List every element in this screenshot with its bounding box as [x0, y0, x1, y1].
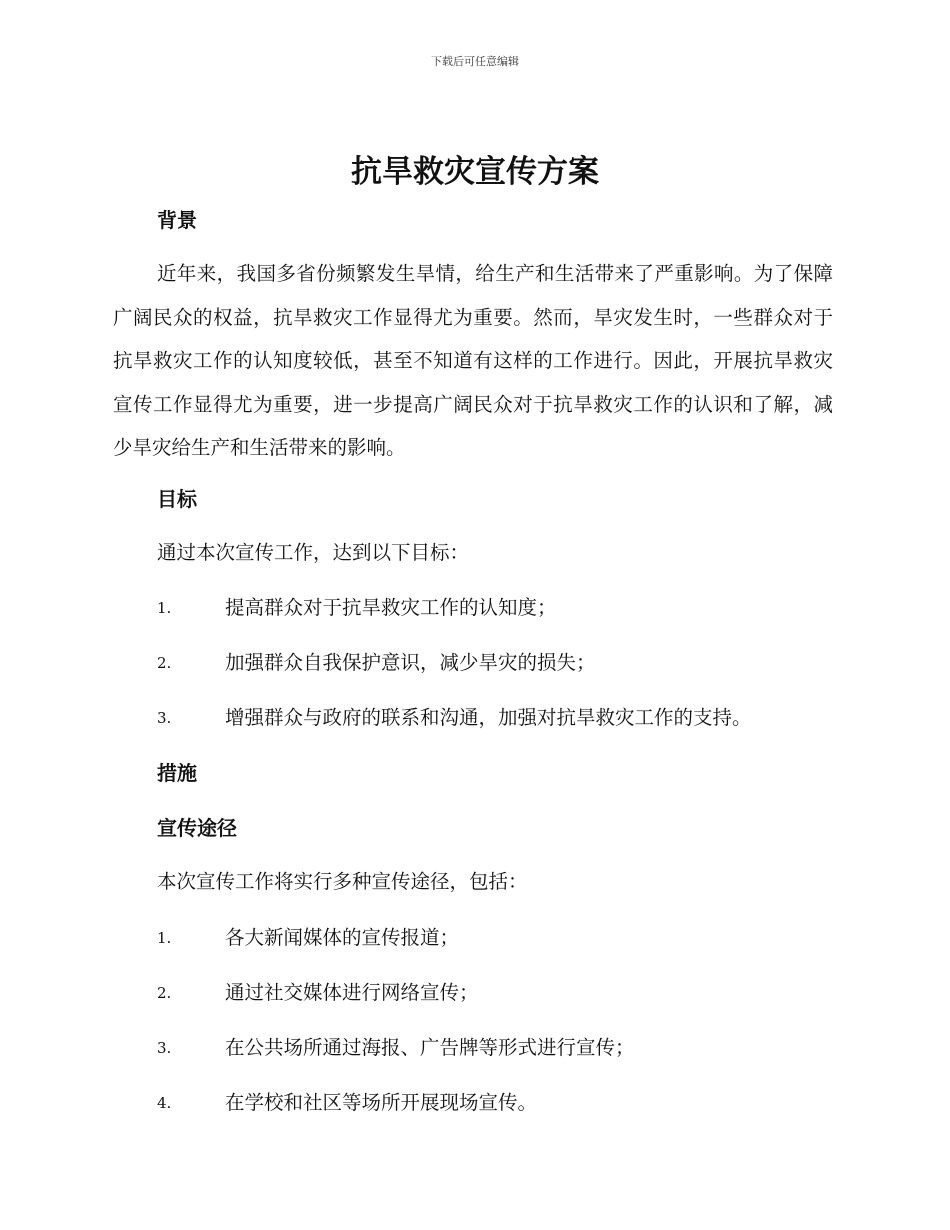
goals-intro: 通过本次宣传工作，达到以下目标：: [157, 541, 470, 564]
list-item-number: 3.: [157, 1039, 172, 1057]
list-item-number: 2.: [157, 984, 172, 1002]
background-paragraph: 近年来，我国多省份频繁发生旱情，给生产和生活带来了严重影响。为了保障广阔民众的权益，抗旱救灾工作显得尤为重要。然而，旱灾发生时，一些群众对于抗旱救灾工作的认知度较低，甚至不知道有这样的工作进行。因此，开展抗旱救灾宣传工作显得尤为重要，进一步提高广阔民众对于抗旱救灾工作的认识和了解，减少旱灾给生产和生活带来的影响。: [113, 262, 833, 459]
section-heading-goals: 目标: [157, 487, 197, 511]
list-item-text: 各大新闻媒体的宣传报道；: [225, 926, 460, 949]
list-item-number: 1.: [157, 929, 172, 947]
list-item-text: 加强群众自我保护意识，减少旱灾的损失；: [225, 651, 596, 674]
section-heading-channels: 宣传途径: [157, 816, 237, 840]
list-item: [157, 924, 459, 952]
list-item: [157, 1089, 537, 1117]
header-note: 下载后可任意编辑: [431, 55, 519, 68]
list-item: [157, 594, 557, 622]
list-item: [157, 1034, 635, 1062]
list-item-number: 1.: [157, 599, 172, 617]
list-item-text: 增强群众与政府的联系和沟通，加强对抗旱救灾工作的支持。: [225, 706, 752, 729]
list-item-text: 在学校和社区等场所开展现场宣传。: [225, 1091, 538, 1114]
list-item: [157, 979, 479, 1007]
section-heading-background: 背景: [157, 208, 197, 232]
channels-intro: 本次宣传工作将实行多种宣传途径，包括：: [157, 870, 528, 893]
list-item-text: 提高群众对于抗旱救灾工作的认知度；: [225, 596, 557, 619]
list-item-number: 2.: [157, 654, 172, 672]
list-item-text: 在公共场所通过海报、广告牌等形式进行宣传；: [225, 1036, 635, 1059]
list-item-number: 4.: [157, 1094, 172, 1112]
list-item-text: 通过社交媒体进行网络宣传；: [225, 981, 479, 1004]
list-item: [157, 704, 752, 732]
list-item: [157, 649, 596, 677]
list-item-number: 3.: [157, 709, 172, 727]
document-title: 抗旱救灾宣传方案: [351, 154, 599, 190]
section-heading-measures: 措施: [157, 761, 197, 785]
